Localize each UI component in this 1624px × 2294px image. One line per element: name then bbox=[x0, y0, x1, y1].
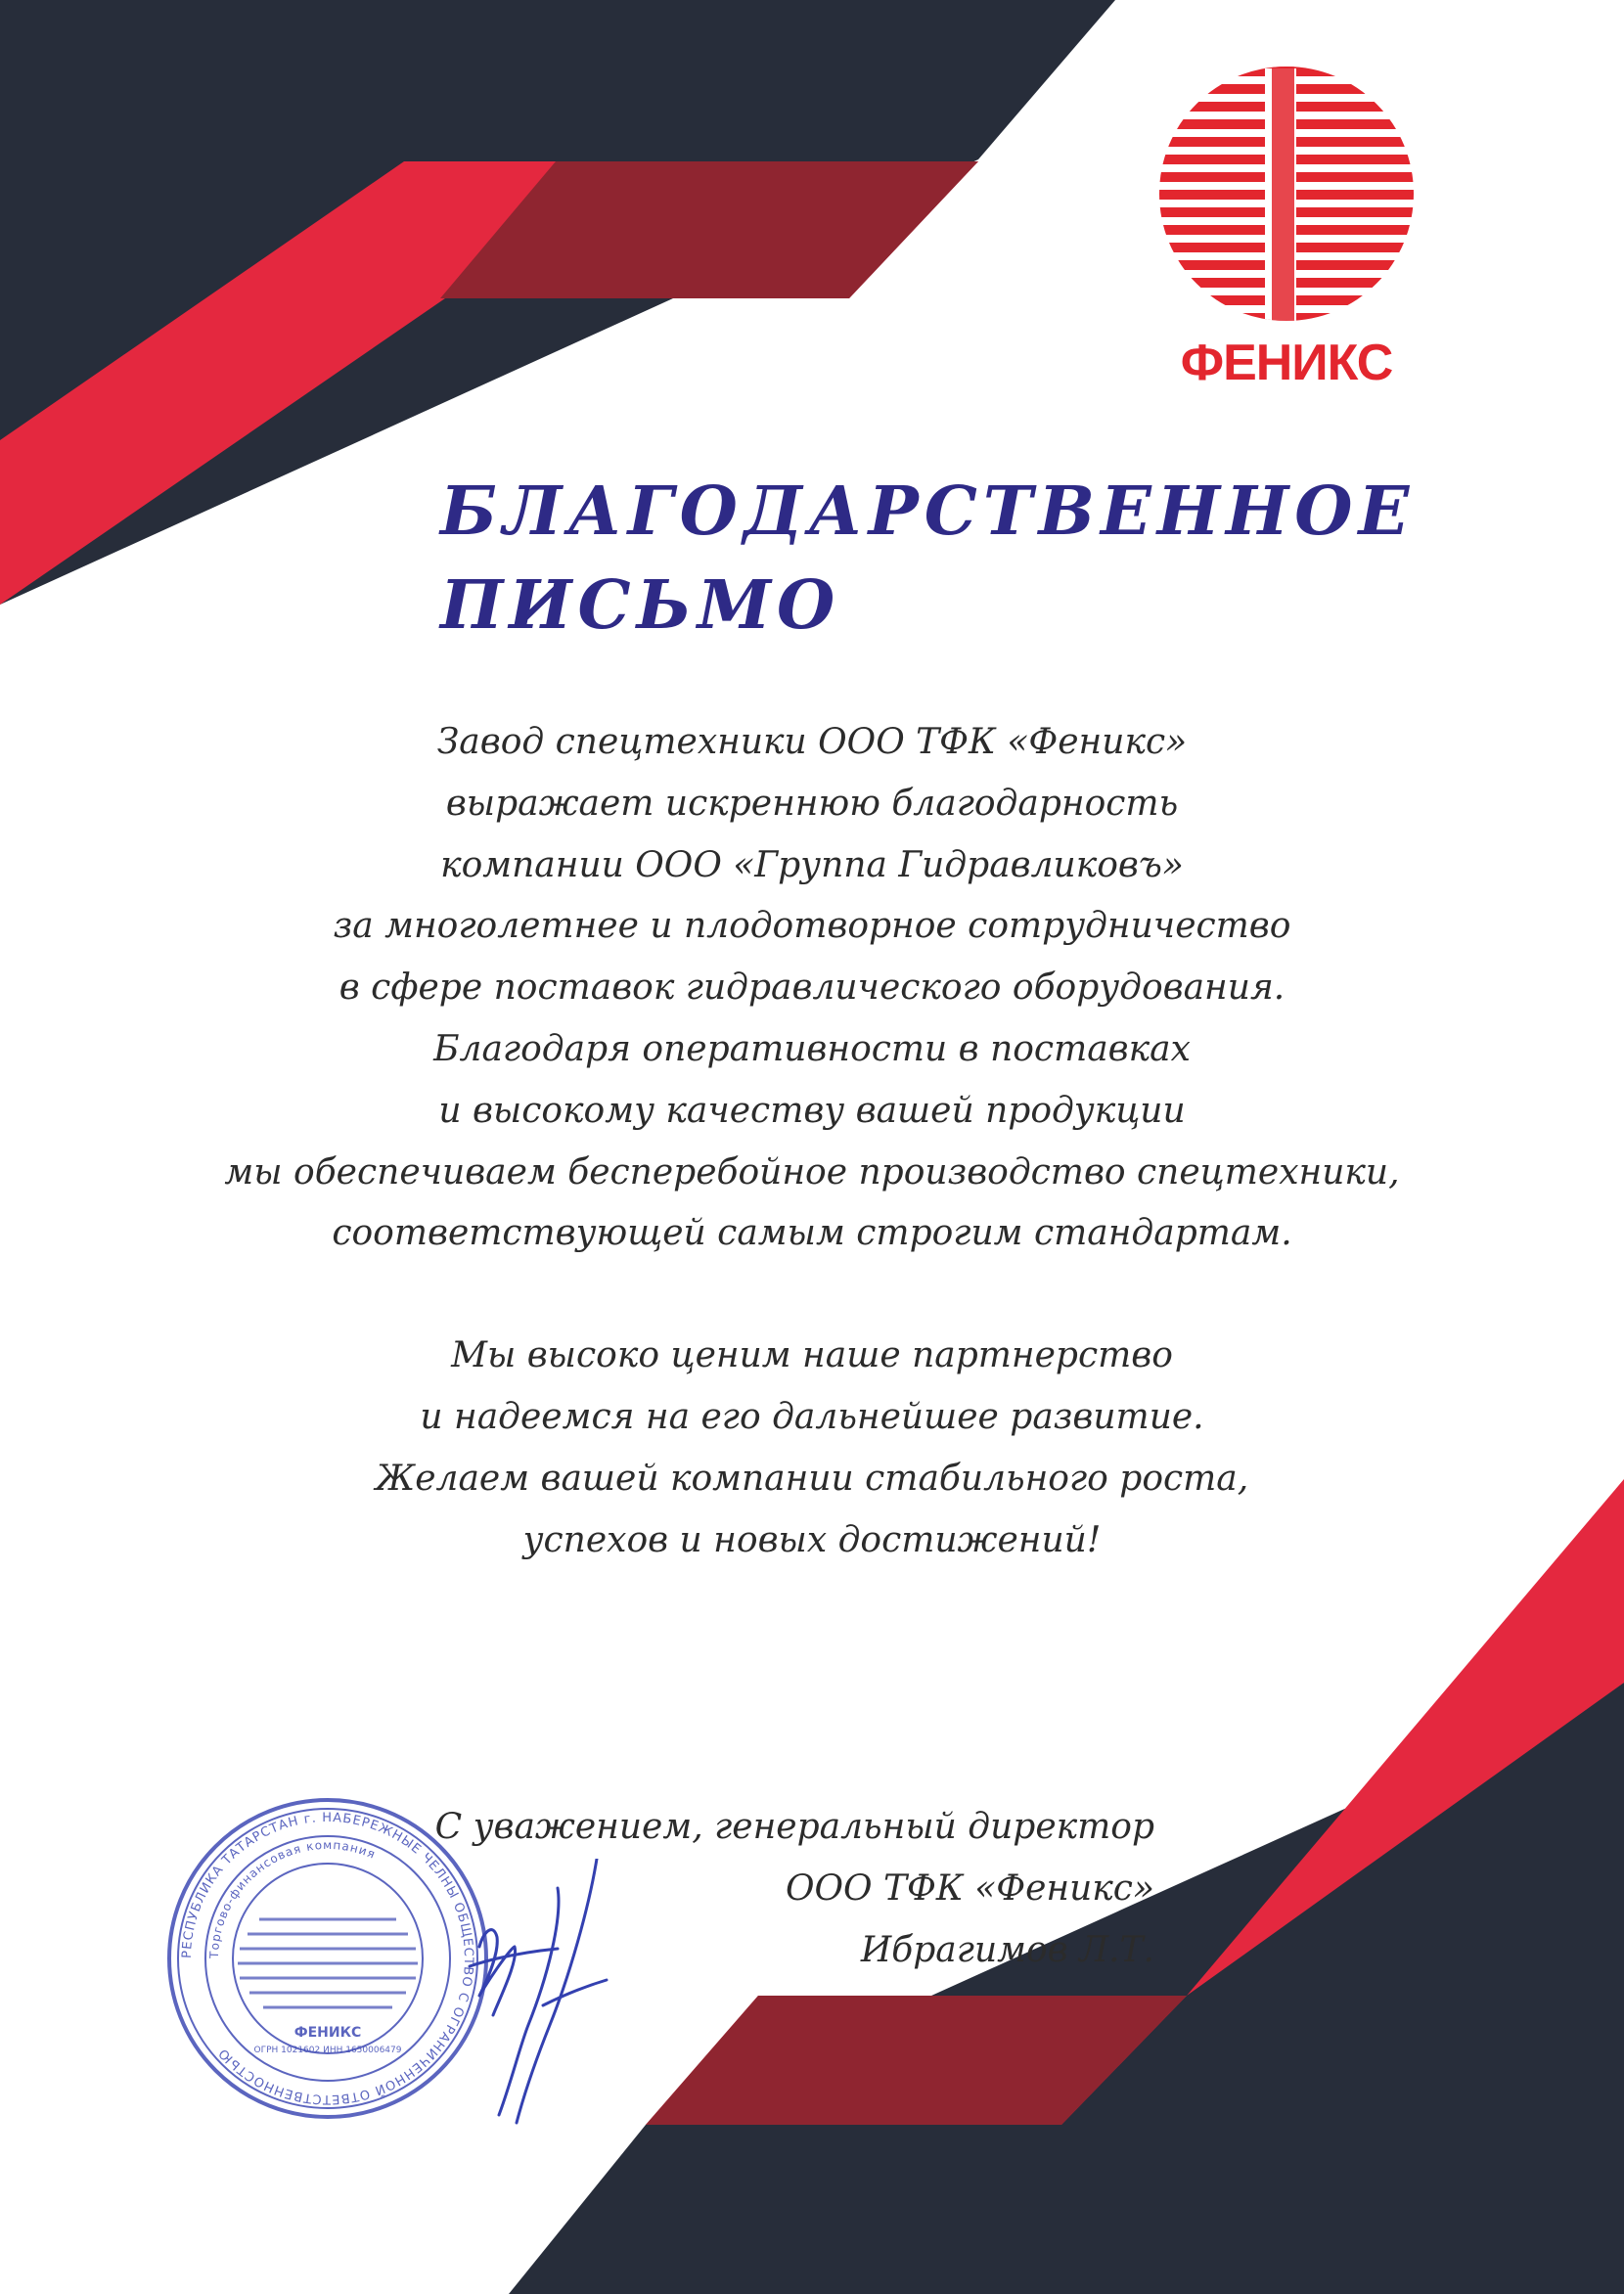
logo-text: ФЕНИКС bbox=[1180, 335, 1393, 391]
phoenix-logo-icon bbox=[1150, 59, 1423, 391]
seal-number-text: ОГРН 1021602 ИНН 1650006479 bbox=[253, 2046, 402, 2055]
letter-body bbox=[196, 712, 1428, 1571]
svg-text:РЕСПУБЛИКА ТАТАРСТАН г. НАБЕРЕ bbox=[180, 1811, 475, 2106]
seal-outer-text: РЕСПУБЛИКА ТАТАРСТАН г. НАБЕРЕЖНЫЕ ЧЕЛНЫ ОБЩЕСТВО С ОГРАНИЧЕННОЙ ОТВЕТСТВЕННОСТЬЮ bbox=[179, 1810, 476, 2107]
handwritten-signature-icon bbox=[450, 1859, 626, 2133]
signature-line-1: С уважением, генеральный директор bbox=[434, 1807, 1154, 1847]
paragraph-gap bbox=[196, 1265, 1428, 1326]
company-seal-icon bbox=[161, 1792, 494, 2125]
body-line: Завод спецтехники ООО ТФК «Феникс» bbox=[436, 722, 1188, 762]
body-line: и высокому качеству вашей продукции bbox=[438, 1090, 1186, 1131]
title-line-1: БЛАГОДАРСТВЕННОЕ bbox=[440, 472, 1416, 551]
body-line: в сфере поставок гидравлического оборудования. bbox=[338, 967, 1286, 1009]
signature-line-3: Ибрагимов Л.Т. bbox=[860, 1930, 1154, 1970]
body-line: успехов и новых достижений! bbox=[522, 1519, 1102, 1560]
seal-center-text: ФЕНИКС bbox=[293, 2025, 362, 2041]
body-line: соответствующей самым строгим стандартам. bbox=[332, 1213, 1292, 1254]
body-line: компании ООО «Группа Гидравликовъ» bbox=[440, 844, 1184, 885]
body-line: Желаем вашей компании стабильного роста, bbox=[375, 1458, 1249, 1499]
body-line: за многолетнее и плодотворное сотрудничество bbox=[333, 906, 1291, 947]
body-line: Благодаря оперативности в поставках bbox=[433, 1028, 1191, 1069]
page-title bbox=[440, 465, 1516, 652]
body-line: Мы высоко ценим наше партнерство bbox=[451, 1335, 1173, 1376]
body-line: и надеемся на его дальнейшее развитие. bbox=[420, 1396, 1204, 1437]
title-line-2: ПИСЬМО bbox=[440, 566, 841, 645]
signature-line-2: ООО ТФК «Феникс» bbox=[786, 1868, 1154, 1909]
body-line: мы обеспечиваем бесперебойное производство спецтехники, bbox=[224, 1151, 1400, 1192]
body-line: выражает искреннюю благодарность bbox=[445, 783, 1179, 824]
seal-inner-text: Торгово-финансовая компания bbox=[206, 1837, 379, 1959]
